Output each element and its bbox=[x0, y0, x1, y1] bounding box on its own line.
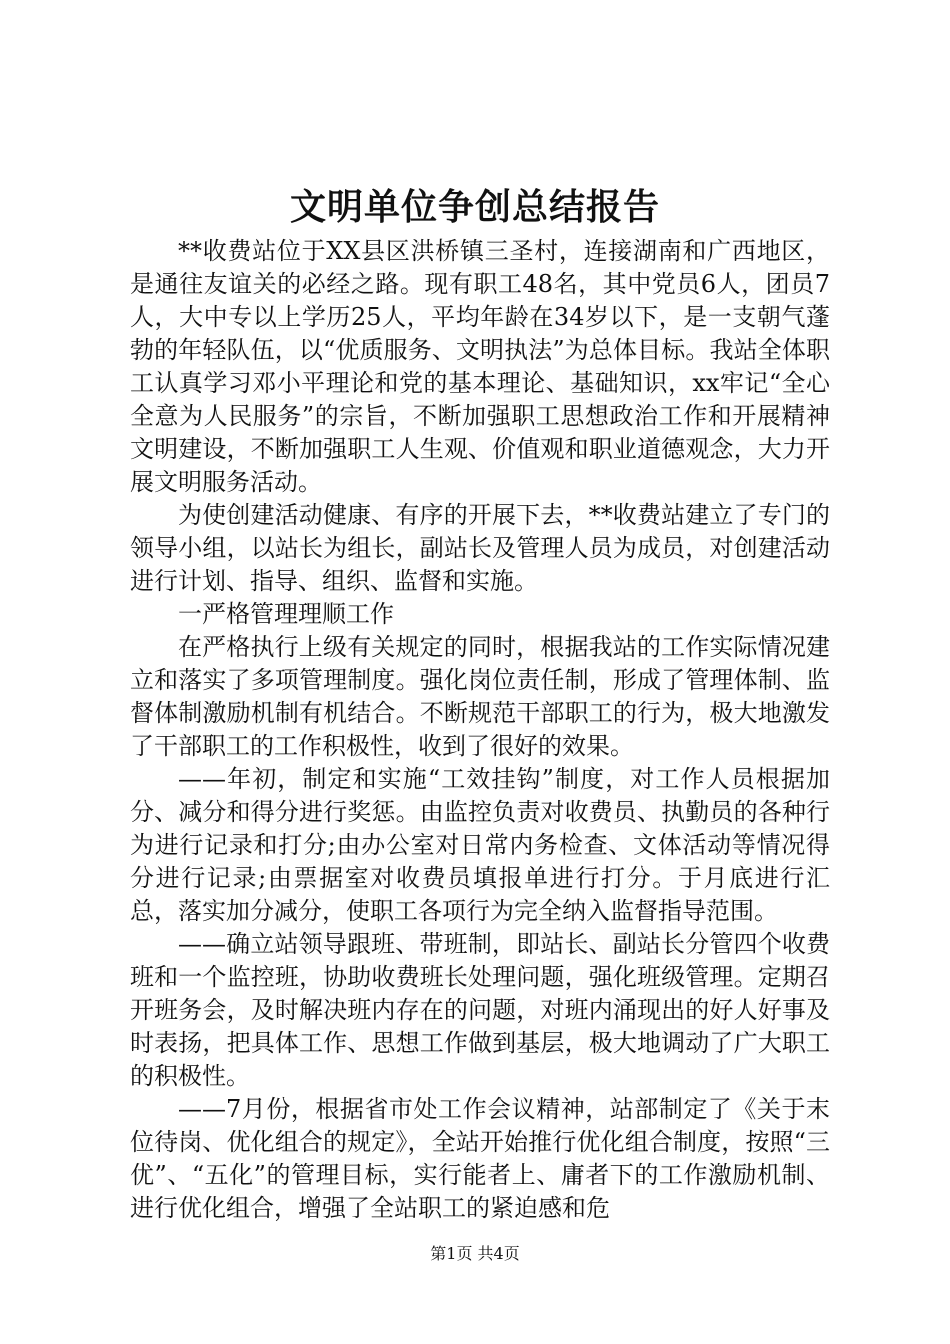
paragraph: ——年初，制定和实施“工效挂钩”制度，对工作人员根据加分、减分和得分进行奖惩。由监控负责对收费员、执勤员的各种行为进行记录和打分;由办公室对日常内务检查、文体活动等情况得分进行记录;由票据室对收费员填报单进行打分。于月底进行汇总，落实加分减分，使职工各项行为完全纳入监督指导范围。 bbox=[130, 765, 830, 925]
page-number-footer: 第1页 共4页 bbox=[430, 1244, 520, 1263]
paragraph: 在严格执行上级有关规定的同时，根据我站的工作实际情况建立和落实了多项管理制度。强化岗位责任制，形成了管理体制、监督体制激励机制有机结合。不断规范干部职工的行为，极大地激发了干部职工的工作积极性，收到了很好的效果。 bbox=[130, 633, 830, 760]
document-body bbox=[130, 235, 830, 1225]
document-title: 文明单位争创总结报告 bbox=[289, 186, 660, 228]
paragraph: **收费站位于XX县区洪桥镇三圣村，连接湖南和广西地区，是通往友谊关的必经之路。现有职工48名，其中党员6人，团员7人，大中专以上学历25人，平均年龄在34岁以下，是一支朝气蓬勃的年轻队伍，以“优质服务、文明执法”为总体目标。我站全体职工认真学习邓小平理论和党的基本理论、基础知识，xx牢记“全心全意为人民服务”的宗旨，不断加强职工思想政治工作和开展精神文明建设，不断加强职工人生观、价值观和职业道德观念，大力开展文明服务活动。 bbox=[130, 237, 830, 496]
paragraph: ——确立站领导跟班、带班制，即站长、副站长分管四个收费班和一个监控班，协助收费班长处理问题，强化班级管理。定期召开班务会，及时解决班内存在的问题，对班内涌现出的好人好事及时表扬，把具体工作、思想工作做到基层，极大地调动了广大职工的积极性。 bbox=[130, 930, 830, 1090]
paragraph: 为使创建活动健康、有序的开展下去，**收费站建立了专门的领导小组，以站长为组长，副站长及管理人员为成员，对创建活动进行计划、指导、组织、监督和实施。 bbox=[130, 501, 830, 595]
section-heading: 一严格管理理顺工作 bbox=[178, 600, 394, 628]
paragraph: ——7月份，根据省市处工作会议精神，站部制定了《关于末位待岗、优化组合的规定》，全站开始推行优化组合制度，按照“三优”、“五化”的管理目标，实行能者上、庸者下的工作激励机制、进行优化组合，增强了全站职工的紧迫感和危 bbox=[130, 1095, 830, 1222]
